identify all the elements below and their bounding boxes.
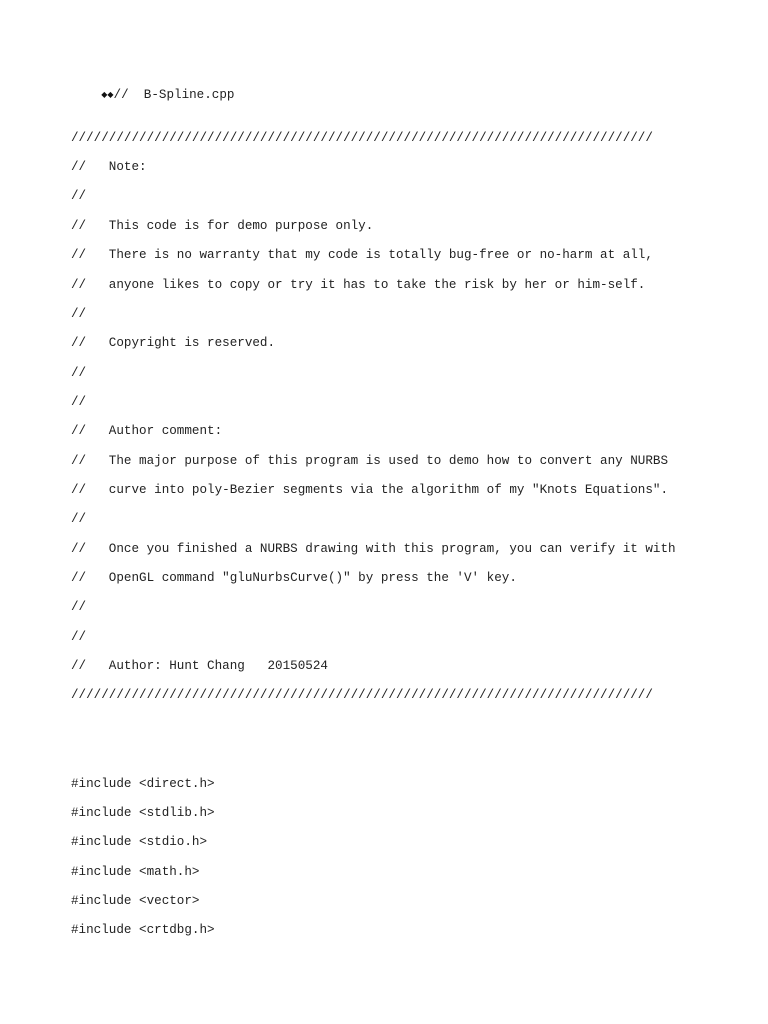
comment-line: // Copyright is reserved. <box>71 336 276 350</box>
comment-line: // <box>71 630 87 644</box>
include-line: #include <direct.h> <box>71 777 215 791</box>
comment-line: // The major purpose of this program is used to demo how to convert any NURBS <box>71 454 669 468</box>
comment-line: // <box>71 600 87 614</box>
comment-line: // anyone likes to copy or try it has to take the risk by her or him-self. <box>71 278 646 292</box>
comment-line: // <box>71 189 87 203</box>
comment-line: // <box>71 307 87 321</box>
comment-separator-bottom: ///////////////////////////////////////////////////////////////////////////// <box>71 688 653 702</box>
comment-line: // There is no warranty that my code is totally bug-free or no-harm at all, <box>71 248 653 262</box>
comment-line: // Author: Hunt Chang 20150524 <box>71 659 328 673</box>
comment-line: // <box>71 512 87 526</box>
comment-line: // <box>71 395 87 409</box>
comment-line: // Note: <box>71 160 147 174</box>
comment-line: // Author comment: <box>71 424 223 438</box>
include-line: #include <stdio.h> <box>71 835 208 849</box>
comment-line: // Once you finished a NURBS drawing with this program, you can verify it with <box>71 542 676 556</box>
comment-separator-top: ///////////////////////////////////////////////////////////////////////////// <box>71 131 653 145</box>
comment-line: // <box>71 366 87 380</box>
include-line: #include <math.h> <box>71 865 200 879</box>
file-name-comment: // B-Spline.cpp <box>113 88 235 102</box>
comment-line: // This code is for demo purpose only. <box>71 219 374 233</box>
diamond-marker-icon: ◆◆ <box>101 90 114 99</box>
include-line: #include <vector> <box>71 894 200 908</box>
include-line: #include <crtdbg.h> <box>71 923 215 937</box>
include-line: #include <stdlib.h> <box>71 806 215 820</box>
file-header-line <box>71 71 234 119</box>
comment-line: // OpenGL command "gluNurbsCurve()" by press the 'V' key. <box>71 571 517 585</box>
comment-line: // curve into poly-Bezier segments via the algorithm of my "Knots Equations". <box>71 483 669 497</box>
